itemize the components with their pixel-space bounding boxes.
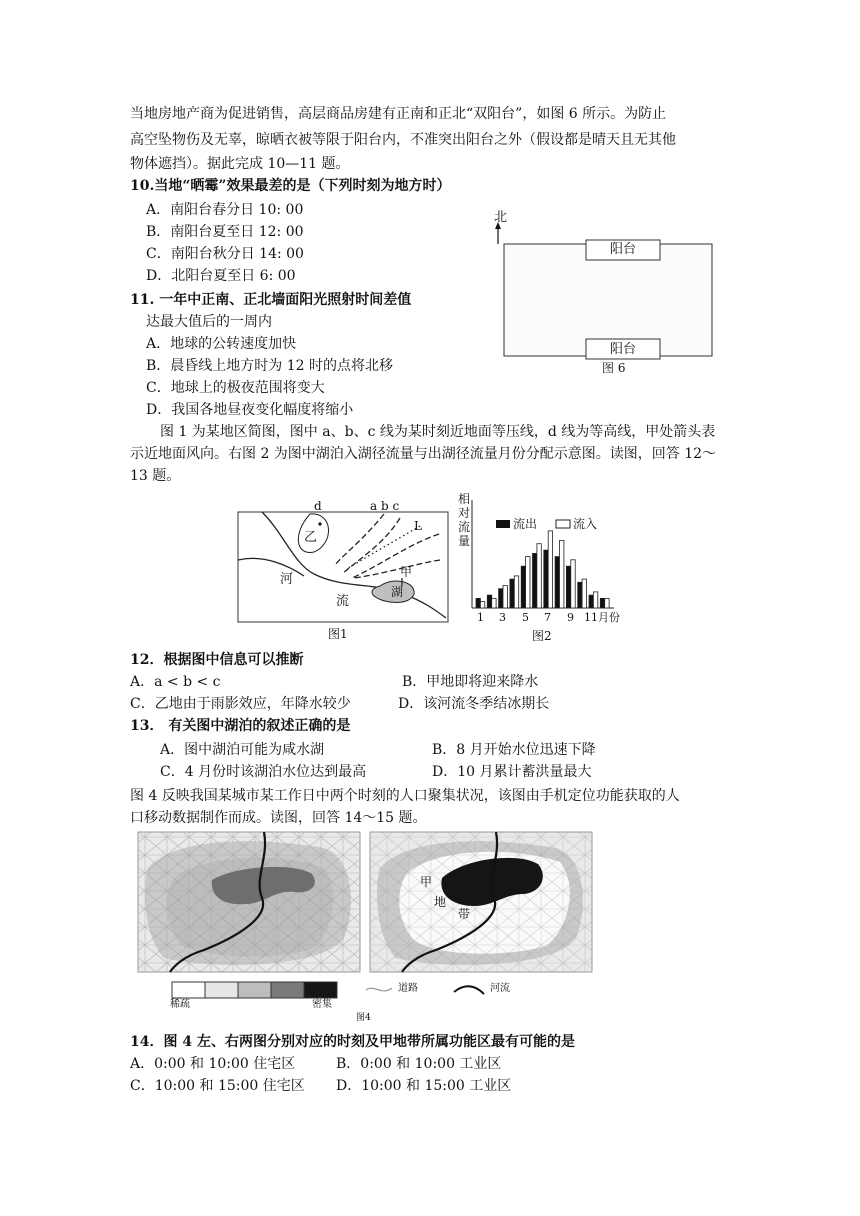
label-hu: 湖 — [391, 585, 404, 599]
legend-road-label: 道路 — [398, 983, 418, 994]
q10-option-a: A．南阳台春分日 10: 00 — [146, 202, 304, 218]
figure-4-caption: 图4 — [356, 1013, 371, 1023]
label-l: L — [414, 519, 422, 533]
label-jia: 甲 — [420, 875, 433, 889]
legend-level-1 — [172, 982, 205, 998]
label-yi: 乙 — [304, 530, 318, 545]
legend-level-2 — [205, 982, 238, 998]
intro2-line: 13 题。 — [130, 468, 181, 484]
q11-option-b: B．晨昏线上地方时为 12 时的点将北移 — [146, 358, 394, 374]
q13-option-c: C．4 月份时该湖泊水位达到最高 — [160, 764, 367, 780]
intro-line: 高空坠物伤及无辜，晾晒衣被等限于阳台内，不准突出阳台之外（假设都是晴天且无其他 — [130, 132, 676, 148]
legend-river-label: 河流 — [490, 983, 510, 994]
question-11-stem: 11. 一年中正南、正北墙面阳光照射时间差值 — [130, 292, 412, 308]
ylabel-char: 相 — [458, 492, 471, 506]
bar-inflow-8 — [560, 541, 564, 609]
bar-inflow-9 — [571, 560, 575, 608]
ylabel-char: 量 — [458, 534, 471, 548]
bar-outflow-2 — [487, 595, 491, 608]
legend-level-3 — [238, 982, 271, 998]
bar-outflow-11 — [589, 595, 593, 608]
label-jia: 甲 — [400, 565, 413, 579]
intro2-line: 示近地面风向。右图 2 为图中湖泊入湖径流量与出湖径流量月份分配示意图。读图，回答 12～ — [130, 446, 717, 462]
question-11-stem-cont: 达最大值后的一周内 — [146, 314, 272, 330]
legend-out-label: 流出 — [513, 517, 538, 531]
q12-option-d: D．该河流冬季结冰期长 — [398, 696, 550, 712]
q11-option-a: A．地球的公转速度加快 — [146, 336, 297, 352]
x-tick: 5 — [522, 611, 529, 624]
q10-option-c: C．南阳台秋分日 14: 00 — [146, 246, 304, 262]
label-he: 河 — [280, 572, 294, 587]
label-di: 地 — [434, 895, 447, 909]
north-label: 北 — [494, 210, 508, 225]
bar-inflow-6 — [537, 544, 541, 608]
legend-out-swatch — [496, 520, 510, 528]
bar-inflow-11 — [593, 592, 597, 608]
q14-option-d: D．10:00 和 15:00 工业区 — [336, 1078, 512, 1094]
q10-option-b: B．南阳台夏至日 12: 00 — [146, 224, 304, 240]
q13-option-a: A．图中湖泊可能为咸水湖 — [160, 742, 325, 758]
x-tick: 7 — [544, 611, 551, 624]
q14-option-c: C．10:00 和 15:00 住宅区 — [130, 1078, 305, 1094]
legend-in-swatch — [556, 520, 570, 528]
x-tick: 11月份 — [584, 611, 620, 624]
ylabel-char: 流 — [458, 520, 471, 534]
x-tick: 1 — [477, 611, 484, 624]
figure-6 — [488, 208, 718, 378]
legend-in-label: 流入 — [573, 517, 598, 531]
intro-line: 物体遮挡）。据此完成 10—11 题。 — [130, 156, 350, 172]
label-liu: 流 — [336, 594, 350, 609]
bar-outflow-6 — [533, 553, 537, 608]
bar-inflow-2 — [492, 598, 496, 608]
bar-inflow-5 — [526, 557, 530, 608]
bar-inflow-12 — [605, 598, 609, 608]
bar-outflow-5 — [521, 566, 525, 608]
bar-inflow-10 — [582, 579, 586, 608]
bar-outflow-9 — [566, 566, 570, 608]
intro-line: 当地房地产商为促进销售，高层商品房建有正南和正北“双阳台”，如图 6 所示。为防止 — [130, 106, 667, 122]
q11-option-c: C．地球上的极夜范围将变大 — [146, 380, 325, 396]
figure-1-caption: 图1 — [328, 627, 348, 641]
bar-outflow-4 — [510, 579, 514, 608]
q14-option-a: A．0:00 和 10:00 住宅区 — [130, 1056, 296, 1072]
intro2-line: 图 1 为某地区简图，图中 a、b、c 线为某时刻近地面等压线，d 线为等高线，甲处箭头表 — [160, 424, 716, 440]
figure-4 — [134, 828, 734, 1028]
legend-sparse-label: 稀疏 — [170, 999, 190, 1010]
question-10-stem: 10.当地“晒霉”效果最差的是（下列时刻为地方时） — [130, 178, 451, 194]
q13-option-b: B．8 月开始水位迅速下降 — [432, 742, 596, 758]
q14-option-b: B．0:00 和 10:00 工业区 — [336, 1056, 502, 1072]
label-dai: 带 — [458, 907, 471, 921]
x-tick: 9 — [567, 611, 574, 624]
q12-option-c: C．乙地由于雨影效应，年降水较少 — [130, 696, 351, 712]
ylabel-char: 对 — [458, 506, 471, 520]
q11-option-d: D．我国各地昼夜变化幅度将缩小 — [146, 402, 354, 418]
question-14-stem: 14．图 4 左、右两图分别对应的时刻及甲地带所属功能区最有可能的是 — [130, 1034, 575, 1050]
intro3-line: 图 4 反映我国某城市某工作日中两个时刻的人口聚集状况，该图由手机定位功能获取的人 — [130, 788, 680, 804]
q12-option-a: A．a < b < c — [130, 674, 221, 690]
question-12-stem: 12．根据图中信息可以推断 — [130, 652, 304, 668]
question-13-stem: 13． 有关图中湖泊的叙述正确的是 — [130, 718, 351, 734]
bar-outflow-12 — [600, 598, 604, 608]
bar-inflow-3 — [503, 586, 507, 609]
balcony-top-label: 阳台 — [610, 242, 637, 257]
legend-level-5 — [304, 982, 337, 998]
bar-outflow-3 — [499, 589, 503, 608]
x-tick: 3 — [499, 611, 506, 624]
bar-outflow-7 — [544, 550, 548, 608]
legend-dense-label: 密集 — [312, 999, 332, 1010]
q13-option-d: D．10 月累计蓄洪量最大 — [432, 764, 592, 780]
legend-road-line — [366, 988, 392, 991]
q10-option-d: D．北阳台夏至日 6: 00 — [146, 268, 296, 284]
bar-inflow-7 — [548, 531, 552, 608]
legend-level-4 — [271, 982, 304, 998]
figure-1 — [234, 494, 454, 646]
legend-river-line — [454, 986, 484, 994]
bar-outflow-10 — [578, 582, 582, 608]
figure-2-caption: 图2 — [532, 629, 552, 643]
intro3-line: 口移动数据制作而成。读图，回答 14～15 题。 — [130, 810, 427, 826]
figure-2 — [456, 490, 636, 648]
label-d: d — [314, 499, 322, 513]
label-abc: a b c — [370, 499, 400, 513]
q12-option-b: B．甲地即将迎来降水 — [402, 674, 539, 690]
balcony-bottom-label: 阳台 — [610, 342, 637, 357]
bar-outflow-8 — [555, 557, 559, 608]
bar-inflow-4 — [514, 576, 518, 608]
bar-outflow-1 — [476, 598, 480, 608]
figure-6-caption: 图 6 — [602, 361, 626, 375]
